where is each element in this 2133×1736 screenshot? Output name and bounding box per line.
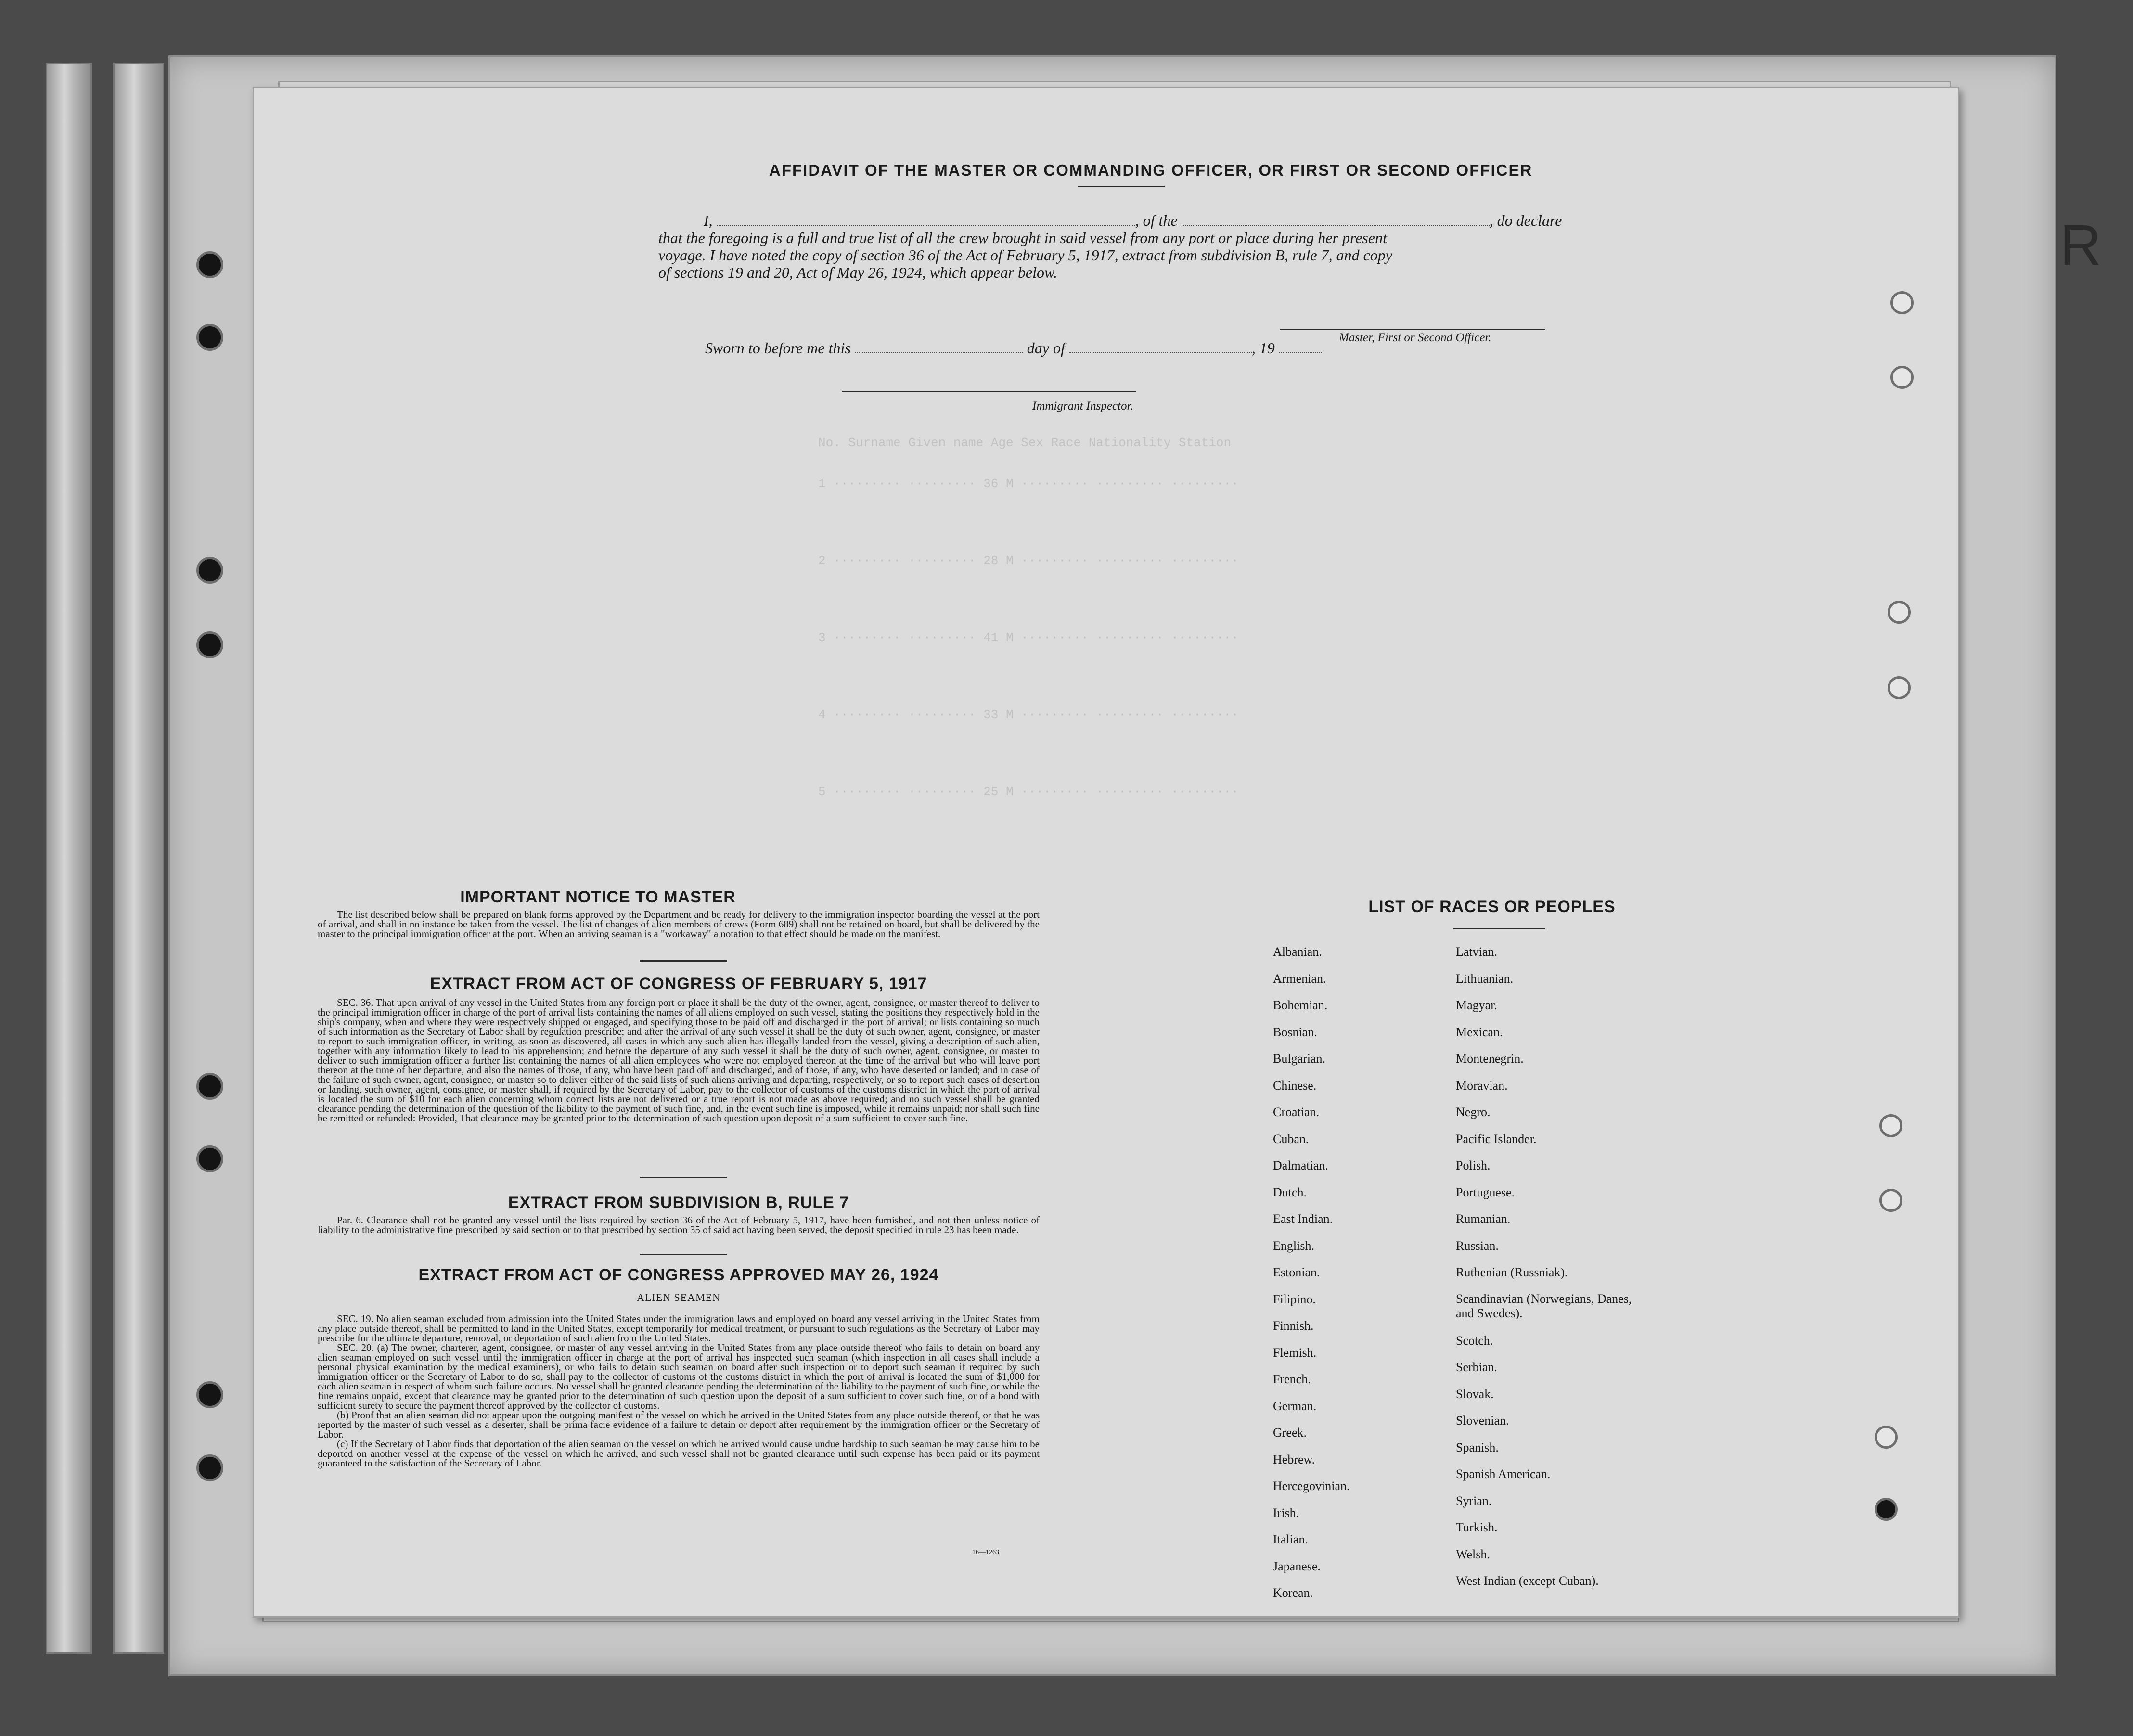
bleed-through-letter: R — [2060, 213, 2102, 277]
race-item: Finnish. — [1273, 1319, 1314, 1333]
sworn-day-of: day of — [1027, 339, 1065, 357]
race-item: Scotch. — [1456, 1333, 1493, 1348]
extract-1924-sec19: SEC. 19. No alien seaman excluded from admission into the United States under the immigration laws and employed on board any vessel arriving in the United States from any place outside thereof, shall be permitted to land in the United States, except temporarily for medical treatment, or pursuant to such regulations as the Secretary of Labor may prescribe for the ultimate departure, removal, or deportation of such alien from the United States. — [318, 1313, 1040, 1344]
reinforcement-ring — [1890, 291, 1914, 314]
race-item: Magyar. — [1456, 998, 1497, 1012]
race-item: Spanish American. — [1456, 1467, 1551, 1481]
punch-hole — [196, 1145, 223, 1172]
bleed-through-row: 4 ········· ········· 33 M ········· ········· ········· — [818, 707, 1239, 722]
affidavit-line-2: that the foregoing is a full and true list of all the crew brought in said vessel from any port or place during her present — [658, 229, 1387, 246]
race-item: Lithuanian. — [1456, 971, 1514, 986]
race-item: Mexican. — [1456, 1025, 1503, 1039]
race-item: Serbian. — [1456, 1360, 1497, 1374]
master-name-field[interactable] — [717, 214, 1135, 226]
reinforcement-ring — [1875, 1426, 1898, 1449]
sworn-prefix: Sworn to before me this — [705, 339, 851, 357]
sworn-year-field[interactable] — [1279, 342, 1322, 353]
race-item: Irish. — [1273, 1505, 1299, 1520]
sworn-month-field[interactable] — [1069, 342, 1252, 353]
reinforcement-ring — [1879, 1189, 1902, 1212]
notice-text — [318, 910, 1040, 939]
affidavit-line-3: voyage. I have noted the copy of section 36 of the Act of February 5, 1917, extract from subdivision B, rule 7, and copy — [658, 246, 1392, 264]
race-item: Moravian. — [1456, 1078, 1508, 1093]
affidavit-do-declare: , do declare — [1489, 212, 1562, 229]
race-item: Bulgarian. — [1273, 1052, 1326, 1066]
races-right-column — [1456, 939, 1639, 1595]
bleed-through-row: 5 ········· ········· 25 M ········· ········· ········· — [818, 784, 1239, 799]
race-item: Greek. — [1273, 1426, 1307, 1440]
punch-hole — [196, 1381, 223, 1408]
race-item: East Indian. — [1273, 1212, 1333, 1226]
race-item: Hebrew. — [1273, 1452, 1315, 1466]
race-item: Montenegrin. — [1456, 1052, 1524, 1066]
subdivision-b-title: EXTRACT FROM SUBDIVISION B, RULE 7 — [508, 1194, 849, 1212]
race-item: Spanish. — [1456, 1440, 1499, 1454]
reinforcement-ring — [1888, 676, 1911, 699]
punch-hole — [196, 631, 223, 658]
race-item: Dalmatian. — [1273, 1158, 1328, 1172]
bleed-through-row: No. Surname Given name Age Sex Race Nationality Station — [818, 436, 1232, 450]
extract-1924-title: EXTRACT FROM ACT OF CONGRESS APPROVED MAY 26, 1924 — [418, 1266, 939, 1284]
race-item: Rumanian. — [1456, 1212, 1511, 1226]
punch-hole — [196, 251, 223, 278]
race-item: Korean. — [1273, 1586, 1313, 1600]
race-item: Welsh. — [1456, 1547, 1490, 1561]
affidavit-title: AFFIDAVIT OF THE MASTER OR COMMANDING OFFICER, OR FIRST OR SECOND OFFICER — [769, 161, 1533, 179]
races-left-column — [1273, 939, 1350, 1607]
divider — [640, 1254, 727, 1255]
race-item: Portuguese. — [1456, 1185, 1515, 1199]
punch-hole — [196, 557, 223, 584]
reinforcement-ring — [1888, 601, 1911, 624]
punch-hole — [196, 1073, 223, 1100]
race-item: West Indian (except Cuban). — [1456, 1574, 1599, 1588]
race-item: Latvian. — [1456, 945, 1497, 959]
race-item: Estonian. — [1273, 1265, 1320, 1279]
race-item: Italian. — [1273, 1532, 1308, 1546]
inspector-caption: Immigrant Inspector. — [1032, 399, 1133, 412]
signature-line — [1280, 329, 1545, 330]
reinforcement-ring — [1890, 366, 1914, 389]
punch-hole — [1875, 1498, 1898, 1521]
race-item: Polish. — [1456, 1158, 1491, 1172]
subdivision-b-text — [318, 1215, 1040, 1234]
reinforcement-ring — [1879, 1114, 1902, 1137]
affidavit-of-the: , of the — [1135, 212, 1178, 229]
races-underline — [1453, 928, 1545, 929]
race-item: Filipino. — [1273, 1292, 1316, 1306]
race-item: Japanese. — [1273, 1559, 1321, 1573]
race-item: Cuban. — [1273, 1132, 1309, 1146]
extract-1917-text — [318, 998, 1040, 1123]
divider — [640, 1177, 727, 1178]
sworn-day-field[interactable] — [855, 342, 1023, 353]
extract-1917-title: EXTRACT FROM ACT OF CONGRESS OF FEBRUARY 5, 1917 — [430, 975, 927, 993]
race-item: Syrian. — [1456, 1493, 1492, 1508]
race-item: Scandinavian (Norwegians, Danes, and Swedes). — [1456, 1291, 1632, 1320]
extract-1924-text — [318, 1314, 1040, 1468]
bleed-through-row: 1 ········· ········· 36 M ········· ········· ········· — [818, 476, 1239, 491]
sworn-line — [705, 339, 1322, 357]
race-item: Hercegovinian. — [1273, 1479, 1350, 1493]
inspector-signature-line — [842, 391, 1136, 392]
binding-strip-outer — [46, 63, 92, 1654]
affidavit-line-4: of sections 19 and 20, Act of May 26, 1924, which appear below. — [658, 264, 1057, 281]
divider — [640, 960, 727, 962]
affidavit-line-1 — [704, 212, 1562, 229]
extract-1924-sec20c: (c) If the Secretary of Labor finds that deportation of the alien seaman on the vessel on which he arrived would cause undue hardship to such seaman he may cause him to be deported on another vessel at the expense of the vessel on which he arrived, and such vessel shall not be granted clearance until such expense has been paid or its payment guaranteed to the satisfaction of the Secretary of Labor. — [318, 1438, 1040, 1469]
punch-hole — [196, 324, 223, 351]
race-item: Croatian. — [1273, 1105, 1320, 1119]
race-item: Ruthenian (Russniak). — [1456, 1265, 1568, 1279]
race-item: Armenian. — [1273, 971, 1326, 986]
race-item: Pacific Islander. — [1456, 1132, 1537, 1146]
bleed-through-row: 2 ········· ········· 28 M ········· ········· ········· — [818, 553, 1239, 568]
race-item: Negro. — [1456, 1105, 1491, 1119]
bleed-through-row: 3 ········· ········· 41 M ········· ········· ········· — [818, 630, 1239, 645]
notice-title: IMPORTANT NOTICE TO MASTER — [460, 888, 736, 906]
signature-caption: Master, First or Second Officer. — [1339, 331, 1491, 344]
extract-1917-paragraph: SEC. 36. That upon arrival of any vessel in the United States from any foreign port or place it shall be the duty of the owner, agent, consignee, or master thereof to deliver to the principal immigration officer in charge of the port of arrival lists containing the names of all aliens employed on such vessel, stating the positions they respectively hold in the ship's company, when and where they were respectively shipped or engaged, and specifying those to be paid off and discharged in the port of arrival; or lists containing so much of such information as the Secretary of Labor shall by regulation prescribe; and after the arrival of any such vessel it shall be the duty of such owner, agent, consignee, or master to report to such immigration officer, in writing, as soon as discovered, all cases in which any such alien has illegally landed from the vessel, giving a description of such alien, together with any information likely to lead to his apprehension; and before the departure of any such vessel it shall be the duty of such owner, agent, consignee, or master to deliver to such immigration officer a further list containing the names of all alien employees who were not employed thereon at the time of the arrival but who will leave port thereon at the time of her departure, and also the names of those, if any, who have been paid off and discharged, and of those, if any, who have deserted or landed; and in case of the failure of such owner, agent, consignee, or master so to deliver either of the said lists of such aliens arriving and departing, respectively, or so to report such cases of desertion or landing, such owner, agent, consignee, or master shall, if required by the Secretary of Labor, pay to the collector of customs of the customs district in which the port of arrival is located the sum of $10 for each alien concerning whom correct lists are not delivered or a true report is not made as above required; and no such vessel shall be granted clearance pending the determination of the question of the liability to the payment of such fine, and, in the event such fine is imposed, while it remains unpaid; nor shall such fine be remitted or refunded: Provided, That clearance may be granted prior to the determination of such question upon deposit of a sum sufficient to cover such fine. — [318, 997, 1040, 1124]
notice-paragraph: The list described below shall be prepared on blank forms approved by the Department and be ready for delivery to the immigration inspector boarding the vessel at the port of arrival, and shall in no instance be taken from the vessel. The list of changes of alien members of crews (Form 689) shall not be retained on board, but shall be delivered by the master to the principal immigration officer at the port. When an arriving seaman is a "workaway" a notation to that effect should be made on the manifest. — [318, 909, 1040, 939]
race-item: German. — [1273, 1399, 1317, 1413]
race-item: Turkish. — [1456, 1520, 1498, 1534]
race-item: Bosnian. — [1273, 1025, 1317, 1039]
binding-strip-inner — [113, 63, 164, 1654]
race-item: Flemish. — [1273, 1345, 1317, 1360]
race-item: Bohemian. — [1273, 998, 1328, 1012]
race-item: Russian. — [1456, 1238, 1499, 1253]
subdivision-b-paragraph: Par. 6. Clearance shall not be granted any vessel until the lists required by section 36 of the Act of February 5, 1917, have been furnished, and not then unless notice of liability to the administrative fine prescribed by said section or to that prescribed by section 35 of said act having been served, the deposit specified in rule 23 has been made. — [318, 1214, 1040, 1235]
race-item: Albanian. — [1273, 945, 1322, 959]
form-number: 16—1263 — [972, 1549, 999, 1556]
sworn-year-prefix: , 19 — [1251, 339, 1275, 357]
race-item: Chinese. — [1273, 1078, 1317, 1093]
extract-1924-sec20b: (b) Proof that an alien seaman did not appear upon the outgoing manifest of the vessel on which he arrived in the United States from any place outside thereof, or that he was reported by the master of such vessel as a deserter, shall be prima facie evidence of a failure to detain or deport after requirement by the immigration officer or the Secretary of Labor. — [318, 1409, 1040, 1440]
race-item: Dutch. — [1273, 1185, 1307, 1199]
punch-hole — [196, 1454, 223, 1481]
affidavit-i: I, — [704, 212, 713, 229]
races-title: LIST OF RACES OR PEOPLES — [1368, 898, 1616, 916]
alien-seamen-subtitle: ALIEN SEAMEN — [637, 1291, 720, 1303]
extract-1924-sec20a: SEC. 20. (a) The owner, charterer, agent, consignee, or master of any vessel arriving in the United States from any place outside thereof who fails to detain on board any alien seaman employed on such vessel until the immigration officer in charge at the port of arrival has inspected such seaman (which inspection in all cases shall include a personal physical examination by the medical examiners), or who fails to detain such seaman on board after such inspection or to deport such seaman if required by such immigration officer or the Secretary of Labor to do so, shall pay to the collector of customs of the customs district in which the port of arrival is located the sum of $1,000 for each alien seaman in respect of whom such failure occurs. No vessel shall be granted clearance pending the determination of the liability to the payment of such fine, or while the fine remains unpaid, except that clearance may be granted prior to the determination of such question upon the deposit of a sum sufficient to cover such fine, or of a bond with sufficient surety to secure the payment thereof approved by the collector of customs. — [318, 1342, 1040, 1411]
vessel-name-field[interactable] — [1182, 214, 1490, 226]
race-item: Slovak. — [1456, 1387, 1494, 1401]
race-item: English. — [1273, 1238, 1314, 1253]
race-item: French. — [1273, 1372, 1311, 1386]
title-underline — [1078, 186, 1165, 187]
race-item: Slovenian. — [1456, 1414, 1509, 1427]
